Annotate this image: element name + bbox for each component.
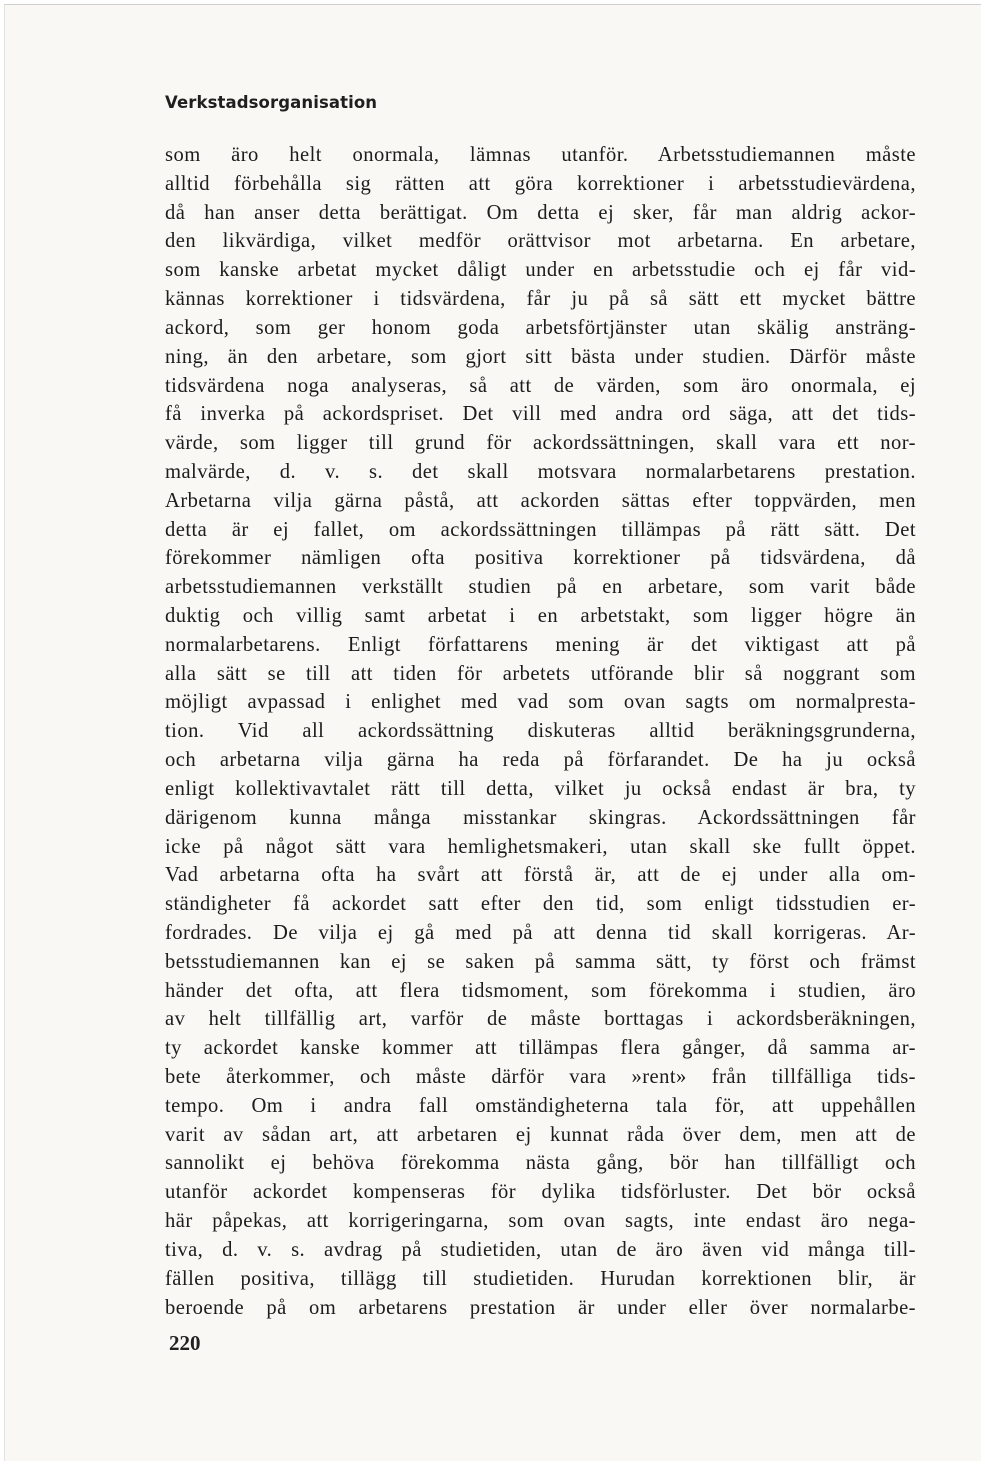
text-line: tempo. Om i andra fall omständigheterna tala för, att uppehållen: [165, 1094, 916, 1117]
text-line: Vad arbetarna ofta ha svårt att förstå är, att de ej under alla om-: [165, 864, 916, 887]
text-line: och arbetarna vilja gärna ha reda på förfarandet. De ha ju också: [165, 749, 916, 772]
text-line: detta är ej fallet, om ackordssättningen tillämpas på rätt sätt. Det: [165, 518, 916, 541]
text-line: tidsvärdena noga analyseras, så att de värden, som äro onormala, ej: [165, 374, 916, 397]
text-line: som äro helt onormala, lämnas utanför. Arbetsstudiemannen måste: [165, 144, 916, 166]
text-line: ständigheter få ackordet satt efter den tid, som enligt tidsstudien er-: [165, 893, 916, 916]
text-line: icke på något sätt vara hemlighetsmakeri, utan skall ske fullt öppet.: [165, 835, 916, 858]
text-line: tiva, d. v. s. avdrag på studietiden, utan de äro även vid många till-: [165, 1238, 916, 1261]
text-line: sannolikt ej behöva förekomma nästa gång, bör han tillfälligt och: [165, 1152, 916, 1175]
body-text: [165, 141, 916, 1322]
text-line: då han anser detta berättigat. Om detta ej sker, får man aldrig ackor-: [165, 201, 916, 224]
text-line: betsstudiemannen kan ej se saken på samma sätt, ty först och främst: [165, 950, 916, 973]
text-line: förekommer nämligen ofta positiva korrektioner på tidsvärdena, då: [165, 547, 916, 570]
running-head: Verkstadsorganisation: [165, 93, 378, 112]
text-line: möjligt avpassad i enlighet med vad som ovan sagts om normalpresta-: [165, 691, 916, 714]
text-line: ty ackordet kanske kommer att tillämpas flera gånger, då samma ar-: [165, 1037, 916, 1060]
text-line: få inverka på ackordspriset. Det vill med andra ord säga, att det tids-: [165, 403, 916, 426]
text-line: beroende på om arbetarens prestation är under eller över normalarbe-: [165, 1296, 916, 1319]
text-line: enligt kollektivavtalet rätt till detta, vilket ju också endast är bra, ty: [165, 777, 916, 800]
text-line: fällen positiva, tillägg till studietiden. Hurudan korrektionen blir, är: [165, 1267, 916, 1290]
page-number: 220: [169, 1331, 201, 1355]
text-line: alltid förbehålla sig rätten att göra korrektioner i arbetsstudievärdena,: [165, 172, 916, 195]
text-line: kännas korrektioner i tidsvärdena, får ju på så sätt ett mycket bättre: [165, 288, 916, 311]
text-line: varit av sådan art, att arbetaren ej kunnat råda över dem, men att de: [165, 1123, 916, 1146]
text-line: tion. Vid all ackordssättning diskuteras alltid beräkningsgrunderna,: [165, 720, 916, 743]
text-line: som kanske arbetat mycket dåligt under en arbetsstudie och ej får vid-: [165, 259, 916, 282]
text-line: här påpekas, att korrigeringarna, som ovan sagts, inte endast äro nega-: [165, 1210, 916, 1233]
text-line: Arbetarna vilja gärna påstå, att ackorden sättas efter toppvärden, men: [165, 489, 916, 512]
text-line: därigenom kunna många misstankar skingras. Ackordssättningen får: [165, 806, 916, 829]
book-page: [4, 4, 981, 1461]
text-line: ning, än den arbetare, som gjort sitt bästa under studien. Därför måste: [165, 345, 916, 368]
text-line: av helt tillfällig art, varför de måste borttagas i ackordsberäkningen,: [165, 1008, 916, 1031]
text-line: händer det ofta, att flera tidsmoment, som förekomma i studien, äro: [165, 979, 916, 1002]
text-line: den likvärdiga, vilket medför orättvisor mot arbetarna. En arbetare,: [165, 230, 916, 253]
text-line: bete återkommer, och måste därför vara »rent» från tillfälliga tids-: [165, 1066, 916, 1088]
text-line: normalarbetarens. Enligt författarens mening är det viktigast att på: [165, 633, 916, 656]
text-line: fordrades. De vilja ej gå med på att denna tid skall korrigeras. Ar-: [165, 921, 916, 944]
text-line: malvärde, d. v. s. det skall motsvara normalarbetarens prestation.: [165, 460, 916, 483]
text-line: ackord, som ger honom goda arbetsförtjänster utan skälig ansträng-: [165, 316, 916, 339]
text-line: arbetsstudiemannen verkställt studien på en arbetare, som varit både: [165, 576, 916, 599]
text-line: utanför ackordet kompenseras för dylika tidsförluster. Det bör också: [165, 1181, 916, 1204]
text-line: duktig och villig samt arbetat i en arbetstakt, som ligger högre än: [165, 605, 916, 627]
text-line: alla sätt se till att tiden för arbetets utförande blir så noggrant som: [165, 662, 916, 685]
text-line: värde, som ligger till grund för ackordssättningen, skall vara ett nor-: [165, 432, 916, 455]
